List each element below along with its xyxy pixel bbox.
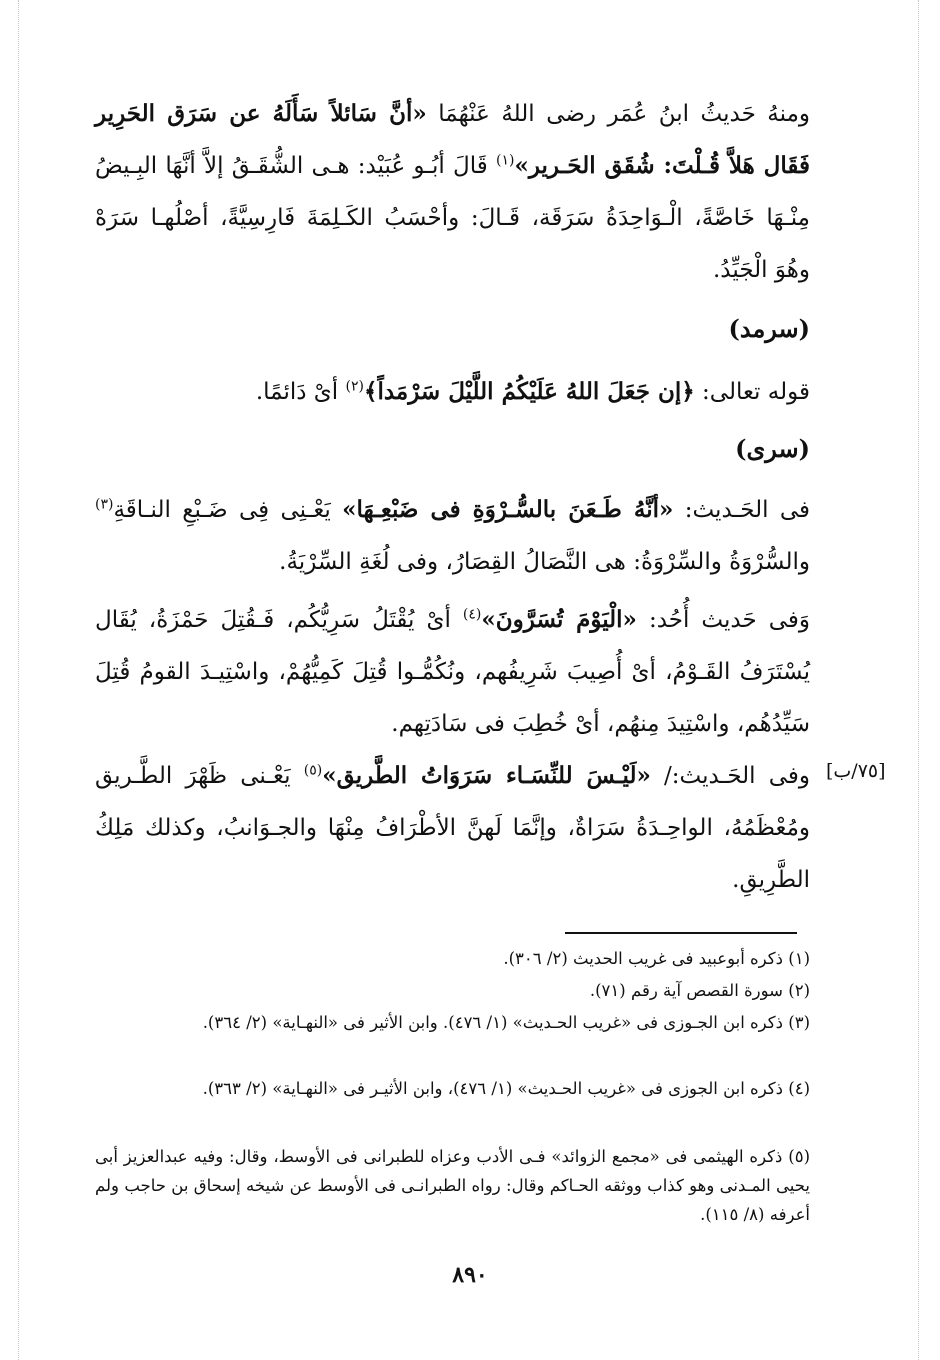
footnote-ref-1: (١)	[495, 152, 515, 169]
page-number: ٨٩٠	[452, 1262, 488, 1288]
footnote-ref-4: (٤)	[462, 606, 482, 623]
footnote-separator	[565, 932, 797, 934]
paragraph-sarawat	[95, 750, 810, 906]
scan-edge-left	[18, 0, 19, 1360]
entry-heading-sara: (سرى)	[735, 434, 810, 463]
hadith-quote: «أنَّ سَائلاً سَأَلَهُ عن سَرَق الحَرِير فَقَال هَلاَّ قُـلْتَ: شُقَق الحَـرير»	[95, 100, 810, 179]
text-run: يَعْـنى ظَهْرَ الطَّـريق ومُعْظَمُهُ، الواحِـدَةُ سَرَاةٌ، وإنَّمَا لَهنَّ الأطْرَافُ مِنْهَا والجـوَانبُ، وكذلك مَلِكُ الطَّرِيقِ.	[95, 763, 810, 893]
hadith-quote: «لَيْـسَ للنِّسَـاء سَرَوَاتُ الطَّريق»	[322, 762, 651, 789]
paragraph-uhud	[95, 594, 810, 750]
text-run: فى الحَـديث:	[673, 497, 810, 523]
text-run: أىْ دَائمًا.	[255, 379, 346, 405]
footnote-2: (٢) سورة القصص آية رقم (٧١).	[589, 981, 810, 1000]
footnote-3: (٣) ذكره ابن الجـوزى فى «غريب الحـديث» (١/ ٤٧٦). وابن الأثير فى «النهـاية» (٢/ ٣٦٤).	[202, 1013, 810, 1032]
scan-edge-right	[918, 0, 919, 1360]
paragraph-sirq	[95, 88, 810, 296]
text-run: وفى الحَـديث:/	[650, 763, 811, 789]
footnote-4: (٤) ذكره ابن الجوزى فى «غريب الحـديث» (١/ ٤٧٦)، وابن الأثيـر فى «النهـاية» (٢/ ٣٦٣).	[202, 1079, 810, 1098]
footnote-ref-3: (٣)	[95, 496, 114, 513]
footnote-5: (٥) ذكره الهيثمى فى «مجمع الزوائد» فـى الأدب وعزاه للطبرانى فى الأوسط، وقال: وفيه عبدالعزيز أبى يحيى المـدنى وهو كذاب ووثقه الحـاكم وقال: رواه الطبرانـى فى الأوسط عن شيخه إسحاق بن حاجب ولم أعرفه (٨/ ١١٥).	[95, 1147, 810, 1224]
paragraph-sarwa	[95, 484, 810, 588]
text-run: قَالَ أبُـو عُبَيْد: هـى الشُّقَـقُ إلاَّ أنَّهَا البِـيضُ مِنْـهَا خَاصَّةً، الْـوَاحِدَةُ سَرَقَة، قَـالَ: وأحْسَبُ الكَـلِمَةَ فَارِسِيَّةً، أصْلُهـا سَرَهْ وهُوَ الْجَيِّدُ.	[95, 153, 810, 283]
text-run: والسُّرْوَةُ والسِّرْوَةُ: هى النَّصَالُ القِصَارُ، وفى لُغَةِ السِّرْيَةُ.	[279, 549, 810, 575]
folio-margin-note: [٧٥/ب]	[826, 760, 886, 782]
hadith-quote: «الْيَوْمَ تُسَرَّونَ»	[481, 606, 637, 633]
text-run: وَفى حَديث أُحُد:	[636, 607, 811, 633]
paragraph-sarmad	[95, 366, 810, 418]
text-run: أىْ يُقْتَلُ سَرِيُّكُم، فَـقُتِلَ حَمْزَةُ، يُقَال يُسْتَرَفُ القَـوْمُ، أىْ أُصِيبَ شَرِيفُهم، ونُكُمُّـوا قُتِلَ كَمِيُّهُمْ، واسْتِيـدَ القومُ قُتِلَ سَيِّدُهُم، واسْتِيدَ مِنهُم، أىْ خُطِبَ فى سَادَتِهم.	[95, 607, 810, 737]
footnote-ref-5: (٥)	[303, 762, 323, 779]
hadith-quote: «أنَّهُ طَـعَنَ بالسُّـرْوَةِ فى ضَبْعِـهَا»	[342, 496, 674, 523]
footnote-1: (١) ذكره أبوعبيد فى غريب الحديث (٢/ ٣٠٦).	[503, 949, 810, 968]
text-run: ومنهُ حَديثُ ابنُ عُمَر رضى اللهُ عَنْهُمَا	[426, 101, 811, 127]
footnote-ref-2: (٢)	[345, 378, 364, 395]
text-run: قوله تعالى:	[694, 379, 810, 405]
text-run: يَعْـنِى فِى ضَـبْعِ النـاقَةِ	[113, 497, 343, 523]
entry-heading-sarmad: (سرمد)	[728, 314, 810, 343]
quran-quote: ﴿إن جَعَلَ اللهُ عَلَيْكُمُ اللَّيْلَ سَرْمَداً﴾	[363, 378, 695, 405]
